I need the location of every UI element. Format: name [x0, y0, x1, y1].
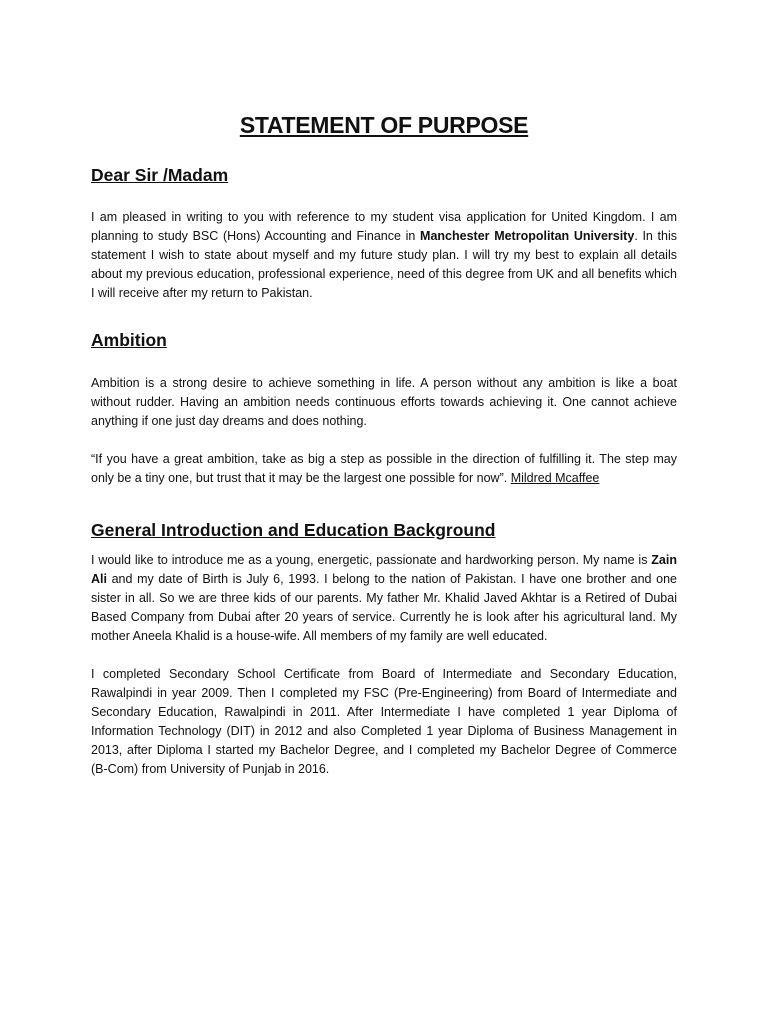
intro-text-start: I am pleased in writing to you with reference to my student visa application for United Kingdom. I am planning to study BSC (Hons) Accounting and Finance in: [91, 210, 677, 243]
introduction-text-start: I would like to introduce me as a young, energetic, passionate and hardworking person. My name is: [91, 553, 652, 567]
document-title: STATEMENT OF PURPOSE: [239, 112, 529, 138]
intro-text-end: . In this statement I wish to state about myself and my future study plan. I will try my best to explain all details about my previous education, professional experience, need of this degree from UK and all benefits which I will receive after my return to Pakistan.: [91, 229, 678, 300]
document-page: [91, 112, 677, 779]
background-heading: General Introduction and Education Background: [91, 520, 496, 540]
greeting-heading: Dear Sir /Madam: [91, 165, 229, 185]
ambition-heading: Ambition: [91, 330, 167, 350]
education-paragraph: I completed Secondary School Certificate from Board of Intermediate and Secondary Education, Rawalpindi in year 2009. Then I completed my FSC (Pre-Engineering) from Board of Intermediate and Secondary Education, Rawalpindi in 2011. After Intermediate I have completed 1 year Diploma of Information Technology (DIT) in 2012 and also Completed 1 year Diploma of Business Management in 2013, after Diploma I started my Bachelor Degree, and I completed my Bachelor Degree of Commerce (B-Com) from University of Punjab in 2016.: [91, 667, 677, 776]
ambition-paragraph: Ambition is a strong desire to achieve something in life. A person without any ambition is like a boat without rudder. Having an ambition needs continuous efforts towards achieving it. One cannot achieve anything if one just day dreams and does nothing.: [91, 376, 677, 428]
introduction-paragraph: [91, 551, 677, 646]
quote-paragraph: [91, 450, 677, 488]
quote-text: “If you have a great ambition, take as big a step as possible in the direction of fulfilling it. The step may only be a tiny one, but trust that it may be the largest one possible for now”.: [91, 452, 677, 485]
applicant-name: Zain Ali: [91, 553, 677, 586]
quote-author: Mildred Mcaffee: [510, 471, 600, 485]
introduction-text-end: and my date of Birth is July 6, 1993. I belong to the nation of Pakistan. I have one brother and one sister in all. So we are three kids of our parents. My father Mr. Khalid Javed Akhtar is a Retired of Dubai Based Company from Dubai after 20 years of service. Currently he is look after his agricultural land. My mother Aneela Khalid is a house-wife. All members of my family are well educated.: [91, 572, 677, 643]
university-name: Manchester Metropolitan University: [420, 229, 635, 243]
intro-paragraph: [91, 208, 677, 303]
